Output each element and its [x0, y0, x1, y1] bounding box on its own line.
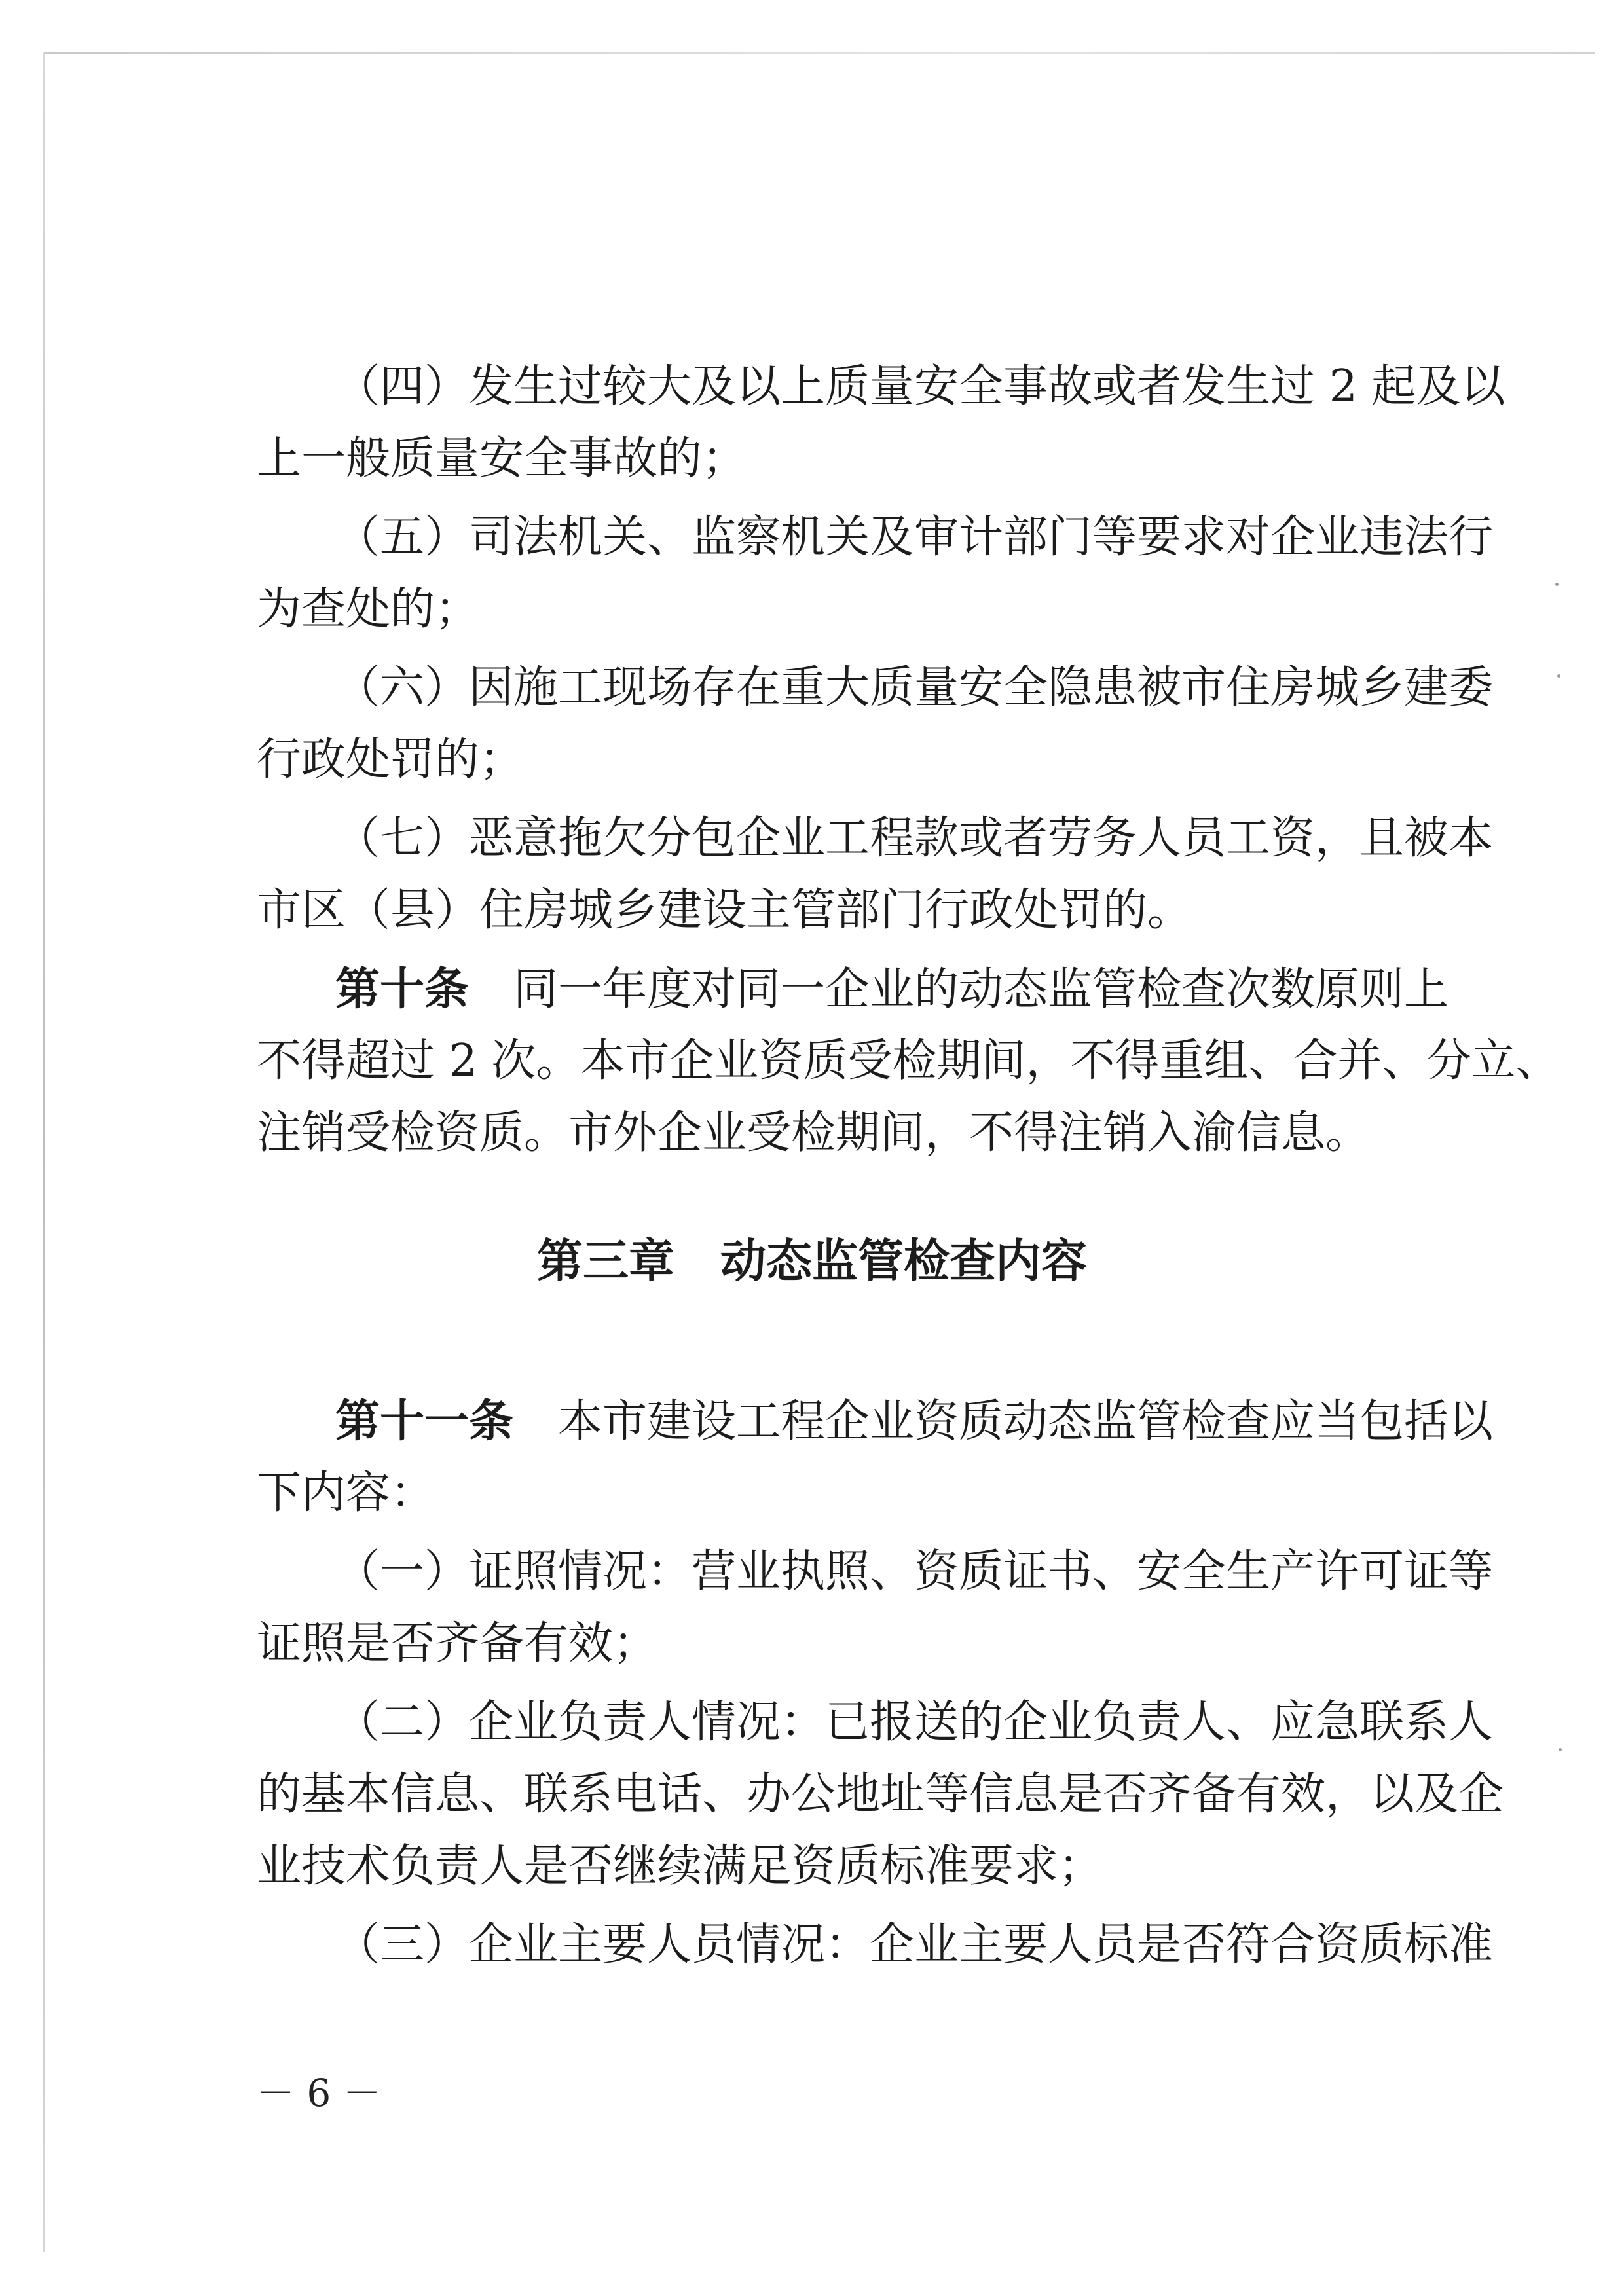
paragraph-line: （二）企业负责人情况：已报送的企业负责人、应急联系人	[335, 1696, 1494, 1748]
scan-edge-top	[43, 52, 1595, 54]
article-label: 第十一条	[335, 1395, 514, 1448]
paragraph-line: 证照是否齐备有效；	[257, 1618, 658, 1669]
scan-speck	[1555, 583, 1559, 586]
scan-speck	[1557, 674, 1560, 678]
article-11-line: 第十一条 本市建设工程企业资质动态监管检查应当包括以	[335, 1395, 1494, 1448]
paragraph-line: （七）恶意拖欠分包企业工程款或者劳务人员工资，且被本	[335, 812, 1494, 864]
paragraph-line: 的基本信息、联系电话、办公地址等信息是否齐备有效，以及企	[257, 1768, 1504, 1820]
paragraph-line: 上一般质量安全事故的；	[257, 433, 747, 484]
paragraph-line: 为查处的；	[257, 583, 480, 635]
paragraph-line: （三）企业主要人员情况：企业主要人员是否符合资质标准	[335, 1919, 1494, 1971]
paragraph-line: （五）司法机关、监察机关及审计部门等要求对企业违法行	[335, 511, 1494, 563]
paragraph-line: 行政处罚的；	[257, 734, 525, 786]
paragraph-line: 下内容：	[257, 1467, 435, 1519]
paragraph-line: 业技术负责人是否继续满足资质标准要求；	[257, 1840, 1103, 1892]
paragraph-line: （一）证照情况：营业执照、资质证书、安全生产许可证等	[335, 1546, 1494, 1597]
paragraph-line: 不得超过 2 次。本市企业资质受检期间，不得重组、合并、分立、	[257, 1035, 1560, 1087]
paragraph-line: （四）发生过较大及以上质量安全事故或者发生过 2 起及以	[335, 361, 1505, 412]
scan-edge-left	[43, 52, 45, 2252]
chapter-title: 第三章 动态监管检查内容	[537, 1233, 1087, 1288]
page-number: － 6 －	[257, 2071, 381, 2115]
paragraph-line: 注销受检资质。市外企业受检期间，不得注销入渝信息。	[257, 1107, 1371, 1159]
article-label: 第十条	[335, 963, 470, 1015]
article-10-line: 第十条 同一年度对同一企业的动态监管检查次数原则上	[335, 963, 1449, 1015]
paragraph-line: 市区（县）住房城乡建设主管部门行政处罚的。	[257, 884, 1192, 936]
paragraph-line: （六）因施工现场存在重大质量安全隐患被市住房城乡建委	[335, 662, 1494, 714]
scan-speck	[1559, 1748, 1562, 1751]
